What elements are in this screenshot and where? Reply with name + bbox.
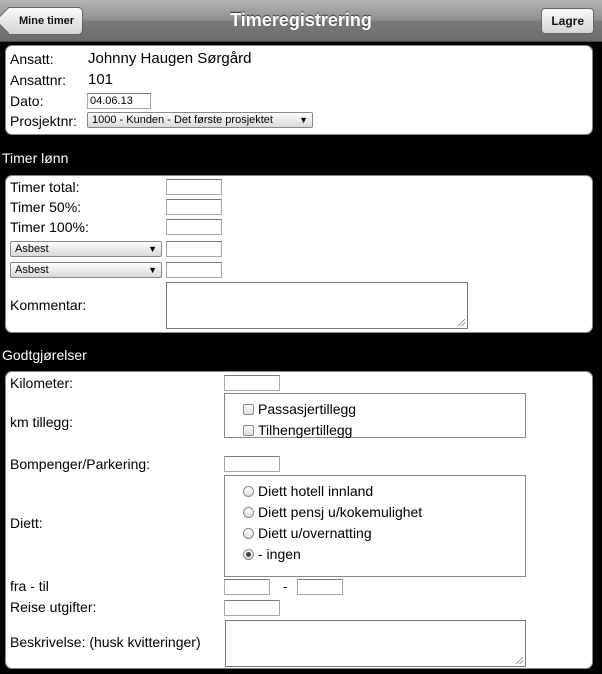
page-title: Timeregistrering	[230, 10, 372, 30]
employee-no-label: Ansattnr:	[10, 72, 67, 88]
description-label: Beskrivelse: (husk kvitteringer)	[10, 634, 201, 650]
travel-expenses-input[interactable]	[224, 600, 280, 616]
diet-label: Diett:	[10, 515, 43, 531]
diet-radio-none[interactable]	[243, 549, 254, 560]
extra-type-select-2-value: Asbest	[15, 264, 49, 276]
employee-value: Johnny Haugen Sørgård	[88, 50, 252, 67]
passenger-label: Passasjertillegg	[258, 401, 357, 417]
extra-type-select-1[interactable]	[10, 241, 162, 257]
hours-50-input[interactable]	[166, 199, 222, 215]
toll-label: Bompenger/Parkering:	[10, 456, 151, 472]
date-label: Dato:	[10, 93, 44, 109]
from-input[interactable]	[224, 579, 270, 595]
diet-radio-no-overnight[interactable]	[243, 528, 254, 539]
fromto-label: fra - til	[10, 578, 49, 594]
hours-total-label: Timer total:	[10, 179, 80, 195]
project-select[interactable]	[87, 112, 313, 128]
diet-option-pension: Diett pensj u/kokemulighet	[258, 504, 423, 520]
resize-grip-icon[interactable]	[516, 657, 523, 664]
diet-radio-group	[224, 475, 526, 577]
resize-grip-icon[interactable]	[458, 319, 465, 326]
allowances-section-title: Godtgjørelser	[2, 347, 87, 363]
employee-no-value: 101	[88, 71, 114, 88]
employee-info-panel	[5, 45, 593, 135]
project-label: Prosjektnr:	[10, 113, 77, 129]
extra-type-input-2[interactable]	[166, 262, 222, 278]
fromto-separator: -	[283, 578, 288, 594]
hours-total-input[interactable]	[166, 179, 222, 195]
hours-50-label: Timer 50%:	[10, 199, 82, 215]
diet-radio-pension[interactable]	[243, 507, 254, 518]
comment-label: Kommentar:	[10, 297, 87, 313]
project-select-value: 1000 - Kunden - Det første prosjektet	[92, 114, 273, 126]
hours-100-input[interactable]	[166, 219, 222, 235]
save-button[interactable]: Lagre	[541, 8, 594, 34]
chevron-down-icon: ▼	[148, 265, 157, 275]
extra-type-input-1[interactable]	[166, 241, 222, 257]
back-button-label: Mine timer	[19, 15, 75, 27]
diet-option-none: - ingen	[258, 546, 301, 562]
toll-input[interactable]	[224, 456, 280, 472]
description-textarea[interactable]	[225, 620, 526, 667]
travel-expenses-label: Reise utgifter:	[10, 599, 97, 615]
hours-panel	[5, 175, 593, 333]
extra-type-select-1-value: Asbest	[15, 243, 49, 255]
km-extra-label: km tillegg:	[10, 414, 74, 430]
chevron-down-icon: ▼	[299, 115, 308, 125]
trailer-checkbox[interactable]	[243, 425, 254, 436]
trailer-label: Tilhengertillegg	[258, 422, 353, 438]
kilometer-label: Kilometer:	[10, 375, 74, 391]
comment-textarea[interactable]	[166, 282, 468, 329]
to-input[interactable]	[297, 579, 343, 595]
allowances-panel	[5, 371, 593, 669]
diet-radio-hotel[interactable]	[243, 486, 254, 497]
hours-section-title: Timer lønn	[2, 150, 69, 166]
employee-label: Ansatt:	[10, 51, 54, 67]
diet-option-no-overnight: Diett u/overnatting	[258, 525, 372, 541]
kilometer-input[interactable]	[224, 375, 280, 391]
diet-option-hotel: Diett hotell innland	[258, 483, 374, 499]
header-bar	[0, 0, 602, 42]
km-extra-group	[224, 393, 526, 438]
passenger-checkbox[interactable]	[243, 404, 254, 415]
extra-type-select-2[interactable]	[10, 262, 162, 278]
date-input[interactable]: 04.06.13	[87, 93, 151, 109]
chevron-down-icon: ▼	[148, 244, 157, 254]
hours-100-label: Timer 100%:	[10, 219, 89, 235]
